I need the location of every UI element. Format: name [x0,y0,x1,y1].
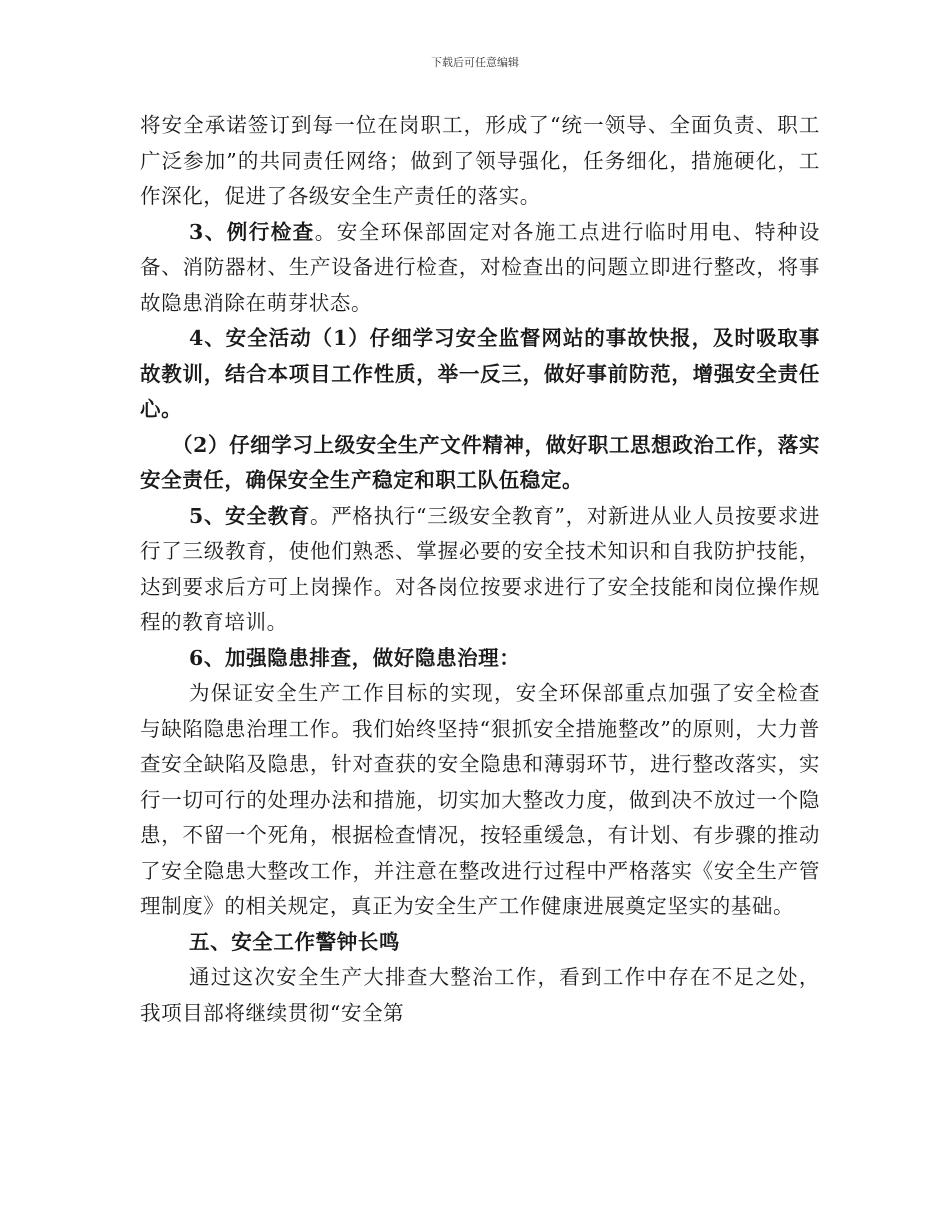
page-header: 下载后可任意编辑 [431,56,519,69]
paragraph-text: （2）仔细学习上级安全生产文件精神，做好职工思想政治工作，落实安全责任，确保安全生产稳定和职工队伍稳定。 [140,432,820,492]
paragraph-text: 。严格执行“三级安全教育”，对新进从业人员按要求进行了三级教育，使他们熟悉、掌握必要的安全技术知识和自我防护技能，达到要求后方可上岗操作。对各岗位按要求进行了安全技能和岗位操作规程的教育培训。 [140,503,820,634]
paragraph-text: 4、安全活动（1）仔细学习安全监督网站的事故快报，及时吸取事故教训，结合本项目工作性质，举一反三，做好事前防范，增强安全责任心。 [140,326,820,421]
paragraph-text: 将安全承诺签订到每一位在岗职工，形成了“统一领导、全面负责、职工广泛参加”的共同责任网络；做到了领导强化，任务细化，措施硬化，工作深化，促进了各级安全生产责任的落实。 [140,113,820,208]
document-body [140,108,820,1031]
heading-text: 6、加强隐患排查，做好隐患治理： [189,645,521,670]
paragraph-hazard-remediation [140,676,820,925]
paragraph-text: 通过这次安全生产大排查大整治工作，看到工作中存在不足之处，我项目部将继续贯彻“安全第 [140,965,820,1025]
paragraph-safety-activity-2 [140,428,820,499]
section-heading-hazard-inspection [140,641,820,677]
paragraph-responsibility-network [140,108,820,215]
paragraph-text: 。安全环保部固定对各施工点进行临时用电、特种设备、消防器材、生产设备进行检查，对检查出的问题立即进行整改，将事故隐患消除在萌芽状态。 [140,219,820,315]
paragraph-text: 为保证安全生产工作目标的实现，安全环保部重点加强了安全检查与缺陷隐患治理工作。我们始终坚持“狠抓安全措施整改”的原则，大力普查安全缺陷及隐患，针对查获的安全隐患和薄弱环节，进行整改落实，实行一切可行的处理办法和措施，切实加大整改力度，做到决不放过一个隐患，不留一个死角，根据检查情况，按轻重缓急，有计划、有步骤的推动了安全隐患大整改工作，并注意在整改进行过程中严格落实《安全生产管理制度》的相关规定，真正为安全生产工作健康进展奠定坚实的基础。 [140,681,820,918]
section-heading-routine-inspection: 3、例行检查 [189,219,315,244]
paragraph-safety-education [140,499,820,641]
paragraph-safety-activity-1 [140,321,820,428]
section-heading-safety-education: 5、安全教育 [189,503,310,528]
paragraph-conclusion [140,960,820,1031]
heading-text: 五、安全工作警钟长鸣 [189,929,400,954]
paragraph-routine-inspection [140,215,820,322]
section-heading-five [140,925,820,961]
